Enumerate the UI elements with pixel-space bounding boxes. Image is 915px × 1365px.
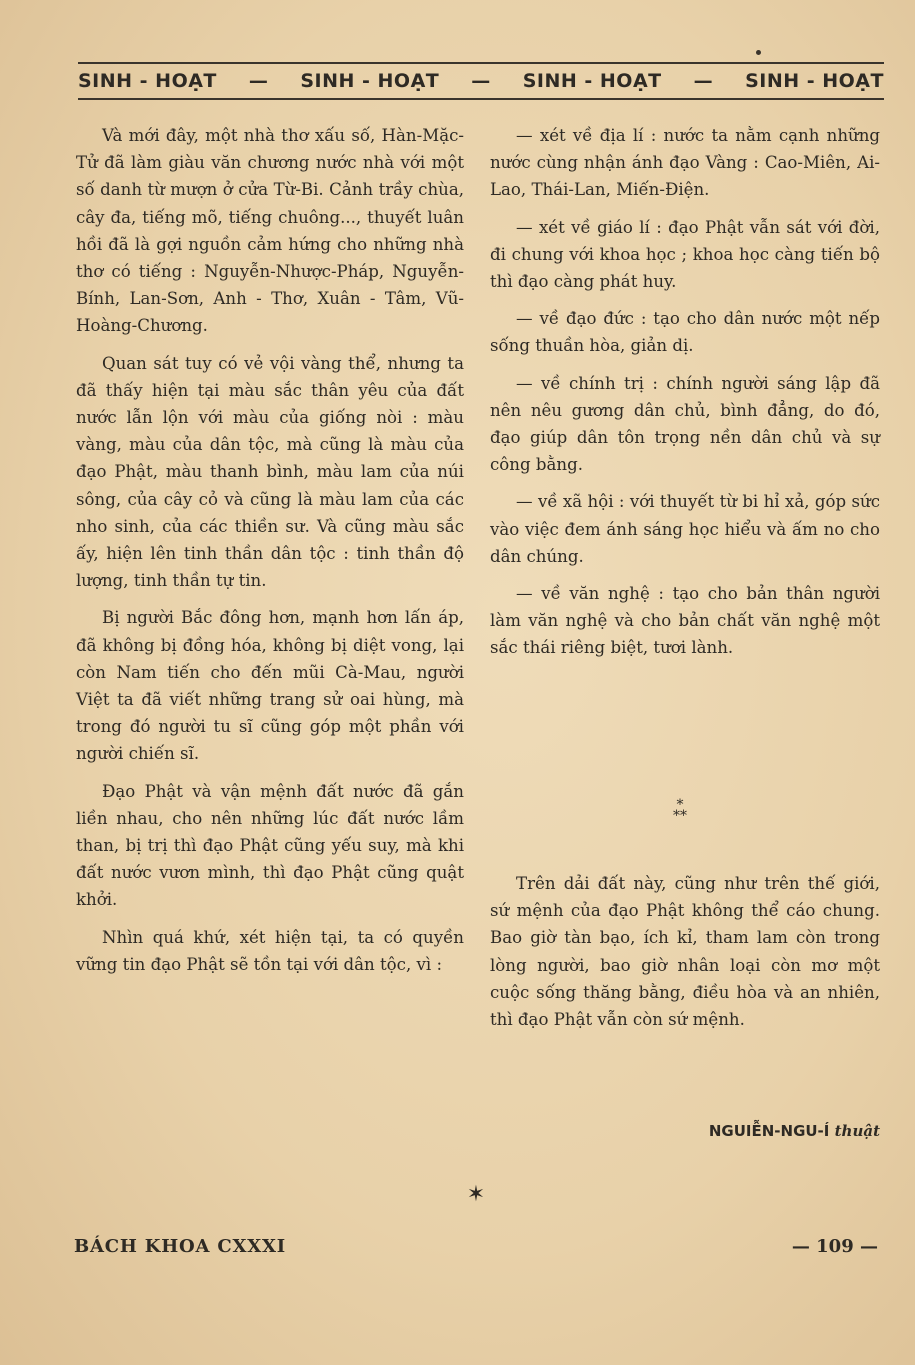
paragraph: Và mới đây, một nhà thơ xấu số, Hàn-Mặc-Tử đã làm giàu văn chương nước nhà với một số danh từ mượn ở cửa Từ-Bi. Cảnh trầy chùa, cây đa, tiếng mõ, tiếng chuông..., thuyết luân hồi đã là gợi nguồn cảm hứng cho những nhà thơ có tiếng : Nguyễn-Nhược-Pháp, Nguyễn-Bính, Lan-Sơn, Anh - Thơ, Xuân - Tâm, Vũ-Hoàng-Chương.: [76, 126, 464, 336]
header-dash: —: [471, 70, 491, 92]
header-item: SINH - HOẠT: [745, 70, 884, 92]
author-signature: [664, 1122, 880, 1140]
paragraph: Nhìn quá khứ, xét hiện tại, ta có quyền vững tin đạo Phật sẽ tồn tại với dân tộc, vì :: [76, 927, 464, 974]
header-rule-top: [78, 62, 884, 64]
paragraph: Đạo Phật và vận mệnh đất nước đã gắn liền nhau, cho nên những lúc đất nước lầm than, bị trị thì đạo Phật cũng yếu suy, mà khi đất nước vươn mình, thì đạo Phật cũng quật khởi.: [76, 781, 464, 910]
header-dash: —: [248, 70, 269, 92]
paragraph: Quan sát tuy có vẻ vội vàng thể, nhưng ta đã thấy hiện tại màu sắc thân yêu của đất nước lẫn lộn với màu của giống nòi : màu vàng, màu của dân tộc, mà cũng là màu của đạo Phật, màu thanh bình, màu lam của núi sông, của cây cỏ và cũng là màu lam của các nho sinh, của các thiền sư. Và cũng màu sắc ấy, hiện lên tinh thần dân tộc : tinh thần độ lượng, tinh thần tự tin.: [76, 353, 464, 591]
header-rule-bottom: [78, 98, 884, 100]
list-item: — về văn nghệ : tạo cho bản thân người làm văn nghệ và cho bản chất văn nghệ một sắc thái riêng biệt, tươi lành.: [490, 584, 880, 658]
list-item: — về chính trị : chính người sáng lập đã nên nêu gương dân chủ, bình đẳng, do đó, đạo giúp dân tôn trọng nền dân chủ và sự công bằng.: [490, 373, 880, 475]
print-dot: [756, 50, 761, 55]
closing-paragraph: Trên dải đất này, cũng như trên thế giới, sứ mệnh của đạo Phật không thể cáo chung. Bao giờ tàn bạo, ích kỉ, tham lam còn trong lòng người, bao giờ nhân loại còn mơ một cuộc sống thăng bằng, điều hòa và an nhiên, thì đạo Phật vẫn còn sứ mệnh.: [490, 874, 880, 1030]
asterism-separator: * **: [673, 797, 687, 824]
publication-title: BÁCH KHOA CXXXI: [74, 1236, 286, 1257]
list-item: — về xã hội : với thuyết từ bi hỉ xả, góp sức vào việc đem ánh sáng học hiểu và ấm no cho dân chúng.: [490, 492, 880, 566]
list-item: — về đạo đức : tạo cho dân nước một nếp sống thuần hòa, giản dị.: [490, 309, 880, 356]
paragraph: Bị người Bắc đông hơn, mạnh hơn lấn áp, đã không bị đồng hóa, không bị diệt vong, lại còn Nam tiến cho đến mũi Cà-Mau, người Việt ta đã viết những trang sử oai hùng, mà trong đó người tu sĩ cũng góp một phần với người chiến sĩ.: [76, 608, 464, 764]
list-item: — xét về giáo lí : đạo Phật vẫn sát với đời, đi chung với khoa học ; khoa học càng tiến bộ thì đạo càng phát huy.: [490, 217, 880, 292]
header-item: SINH - HOẠT: [300, 70, 440, 92]
right-column: [490, 122, 880, 672]
author-suffix: thuật: [834, 1122, 880, 1140]
header-dash: —: [693, 70, 714, 92]
header-item: SINH - HOẠT: [78, 70, 217, 92]
star-ornament-icon: ✶: [466, 1182, 486, 1207]
closing-section: [490, 870, 880, 1043]
left-column: [76, 122, 464, 988]
list-item: — xét về địa lí : nước ta nằm cạnh những nước cùng nhận ánh đạo Vàng : Cao-Miên, Ai-Lao, Thái-Lan, Miến-Điện.: [490, 126, 880, 200]
running-header: [78, 66, 884, 96]
header-item: SINH - HOẠT: [522, 70, 662, 92]
author-name: NGUIỄN-NGU-Í: [708, 1122, 830, 1140]
page-number: — 109 —: [791, 1236, 878, 1257]
